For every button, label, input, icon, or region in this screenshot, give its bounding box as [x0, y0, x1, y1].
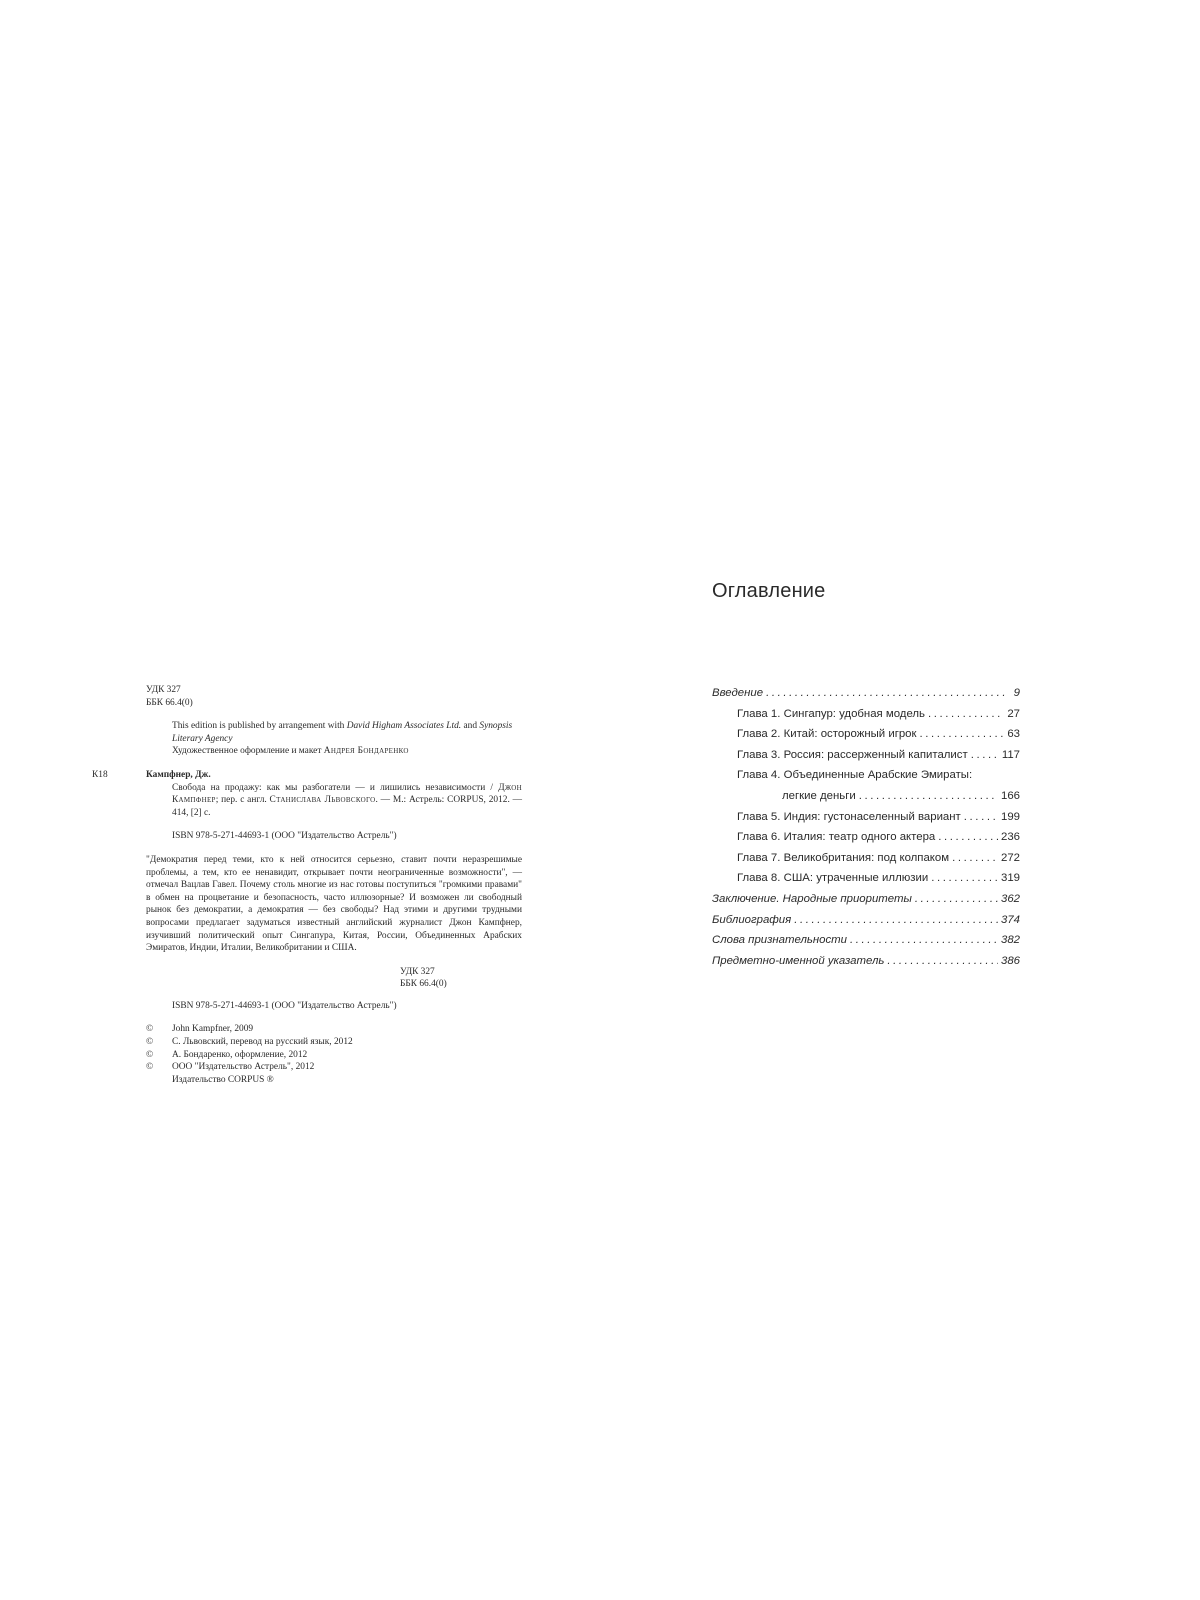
author-code: К18	[92, 769, 108, 780]
copyright-symbol: ©	[146, 1049, 154, 1060]
toc-entry-chapter-2[interactable]	[712, 724, 1020, 745]
edition-note	[146, 720, 522, 745]
citation-title: Свобода на продажу: как мы разбогатели — и лишились независимости /	[172, 782, 499, 793]
copyright-list	[146, 1023, 522, 1086]
toc-label: Библиография	[712, 913, 792, 926]
copyright-text: John Kampfner, 2009	[172, 1024, 254, 1035]
toc-page: 272	[1000, 851, 1020, 864]
toc-label: Глава 6. Италия: театр одного актера	[737, 831, 936, 844]
toc-label: Глава 7. Великобритания: под колпаком	[737, 851, 950, 864]
toc-label: Слова признательности	[712, 934, 847, 947]
udk-code-2: УДК 327	[400, 966, 435, 977]
toc-entry-index[interactable]	[712, 951, 1020, 972]
toc-leader	[920, 724, 1005, 745]
toc-label: Введение	[712, 687, 764, 699]
toc-leader	[938, 827, 998, 848]
citation-author: Джон Кампфнер	[172, 782, 522, 806]
toc-leader	[964, 807, 998, 828]
agency-2: Synopsis Literary Agency	[172, 721, 513, 744]
citation-publisher: . — М.: Астрель: CORPUS, 2012. — 414, [2] с.	[172, 795, 522, 818]
toc-label: Глава 3. Россия: рассерженный капиталист	[737, 748, 968, 761]
toc-page: 27	[1007, 707, 1020, 720]
toc-page: 319	[1000, 872, 1020, 885]
design-credit	[146, 745, 522, 758]
copyright-line	[146, 1023, 522, 1036]
toc-page: 9	[1013, 687, 1020, 699]
author-heading: Кампфнер, Дж.	[146, 769, 211, 780]
toc-entry-chapter-4[interactable]	[712, 765, 1020, 786]
edition-and: and	[461, 721, 480, 732]
toc-label: легкие деньги	[782, 789, 856, 802]
toc-page: 199	[1000, 810, 1020, 823]
udk-code: УДК 327	[146, 685, 181, 695]
publisher-line: Издательство CORPUS ®	[172, 1074, 274, 1085]
designer-name: Андрея Бондаренко	[323, 746, 409, 757]
annotation: "Демократия перед теми, кто к ней относится серьезно, ставит почти неразрешимые проблемы, а тем, кто ее ненавидит, открывает почти неограниченные возможности", — отмечал Вацлав Гавел. Почему столь многие из нас готовы поступиться "громкими правами" в обмен на процветание и безопасность, часто иллюзорные? И возможен ли свободный рынок без демократии, а демократия — без свободы? Над этими и другими трудными вопросами предлагает задуматься известный английский журналист Джон Кампфнер, изучивший политический опыт Сингапура, Китая, России, Объединенных Арабских Эмиратов, Индии, Италии, Великобритании и США.	[146, 854, 522, 954]
citation	[146, 782, 522, 820]
toc-page: 117	[1001, 748, 1020, 761]
copyright-symbol: ©	[146, 1024, 154, 1035]
toc-label: Глава 8. США: утраченные иллюзии	[737, 872, 929, 885]
bbk-code: ББК 66.4(0)	[146, 697, 193, 708]
catalog-record	[92, 769, 522, 819]
copyright-text: С. Львовский, перевод на русский язык, 2012	[172, 1037, 353, 1048]
toc-page: 374	[1000, 913, 1020, 926]
toc-leader	[952, 848, 998, 869]
toc-entry-chapter-4-cont[interactable]	[712, 786, 1020, 807]
toc-leader	[766, 683, 1007, 704]
toc-page: 166	[1000, 789, 1020, 802]
isbn-2: ISBN 978-5-271-44693-1 (ООО "Издательство Астрель")	[172, 1000, 397, 1011]
toc-entry-chapter-1[interactable]	[712, 704, 1020, 725]
index-block	[146, 966, 522, 991]
toc-label: Глава 2. Китай: осторожный игрок	[737, 728, 917, 741]
toc-entry-chapter-3[interactable]	[712, 745, 1020, 766]
toc-entry-chapter-6[interactable]	[712, 827, 1020, 848]
toc-leader	[931, 868, 998, 889]
toc-page: 236	[1000, 831, 1020, 844]
design-text: Художественное оформление и макет	[172, 746, 324, 757]
toc-leader	[971, 745, 999, 766]
toc-leader	[928, 704, 1004, 725]
toc-leader	[859, 786, 998, 807]
toc-entry-bibliography[interactable]	[712, 910, 1020, 931]
copyright-symbol: ©	[146, 1062, 154, 1073]
toc-title: Оглавление	[712, 580, 826, 602]
agency-1: David Higham Associates Ltd.	[346, 721, 462, 732]
toc-leader	[915, 889, 998, 910]
toc-label: Предметно-именной указатель	[712, 954, 885, 967]
toc-entry-introduction[interactable]	[712, 683, 1020, 704]
toc-entry-chapter-5[interactable]	[712, 807, 1020, 828]
copyright-line	[146, 1036, 522, 1049]
copyright-text: А. Бондаренко, оформление, 2012	[172, 1049, 308, 1060]
toc-entry-chapter-7[interactable]	[712, 848, 1020, 869]
toc-entry-conclusion[interactable]	[712, 889, 1020, 910]
citation-translation: ; пер. с англ.	[215, 795, 270, 806]
toc-page: 386	[1000, 954, 1020, 967]
imprint-page	[92, 684, 522, 1086]
edition-text: This edition is published by arrangement with	[172, 721, 347, 732]
bbk-code-2: ББК 66.4(0)	[400, 979, 447, 990]
toc-label: Глава 5. Индия: густонаселенный вариант	[737, 810, 961, 823]
toc-page: 362	[1000, 892, 1020, 905]
toc-page: 382	[1000, 934, 1020, 947]
isbn: ISBN 978-5-271-44693-1 (ООО "Издательство Астрель")	[172, 831, 397, 842]
toc-leader	[794, 910, 998, 931]
toc-page: 63	[1007, 728, 1020, 741]
toc-leader	[850, 930, 998, 951]
translator-name: Станислава Львовского	[269, 795, 376, 806]
copyright-line	[146, 1049, 522, 1062]
toc-entry-chapter-8[interactable]	[712, 868, 1020, 889]
toc-label: Глава 1. Сингапур: удобная модель	[737, 707, 925, 720]
copyright-text: ООО "Издательство Астрель", 2012	[172, 1062, 315, 1073]
toc-label: Заключение. Народные приоритеты	[712, 892, 912, 905]
copyright-line	[146, 1061, 522, 1074]
toc-entry-acknowledgements[interactable]	[712, 930, 1020, 951]
table-of-contents	[712, 683, 1020, 971]
toc-leader	[887, 951, 998, 972]
toc-label: Глава 4. Объединенные Арабские Эмираты:	[737, 769, 973, 782]
copyright-symbol: ©	[146, 1037, 154, 1048]
